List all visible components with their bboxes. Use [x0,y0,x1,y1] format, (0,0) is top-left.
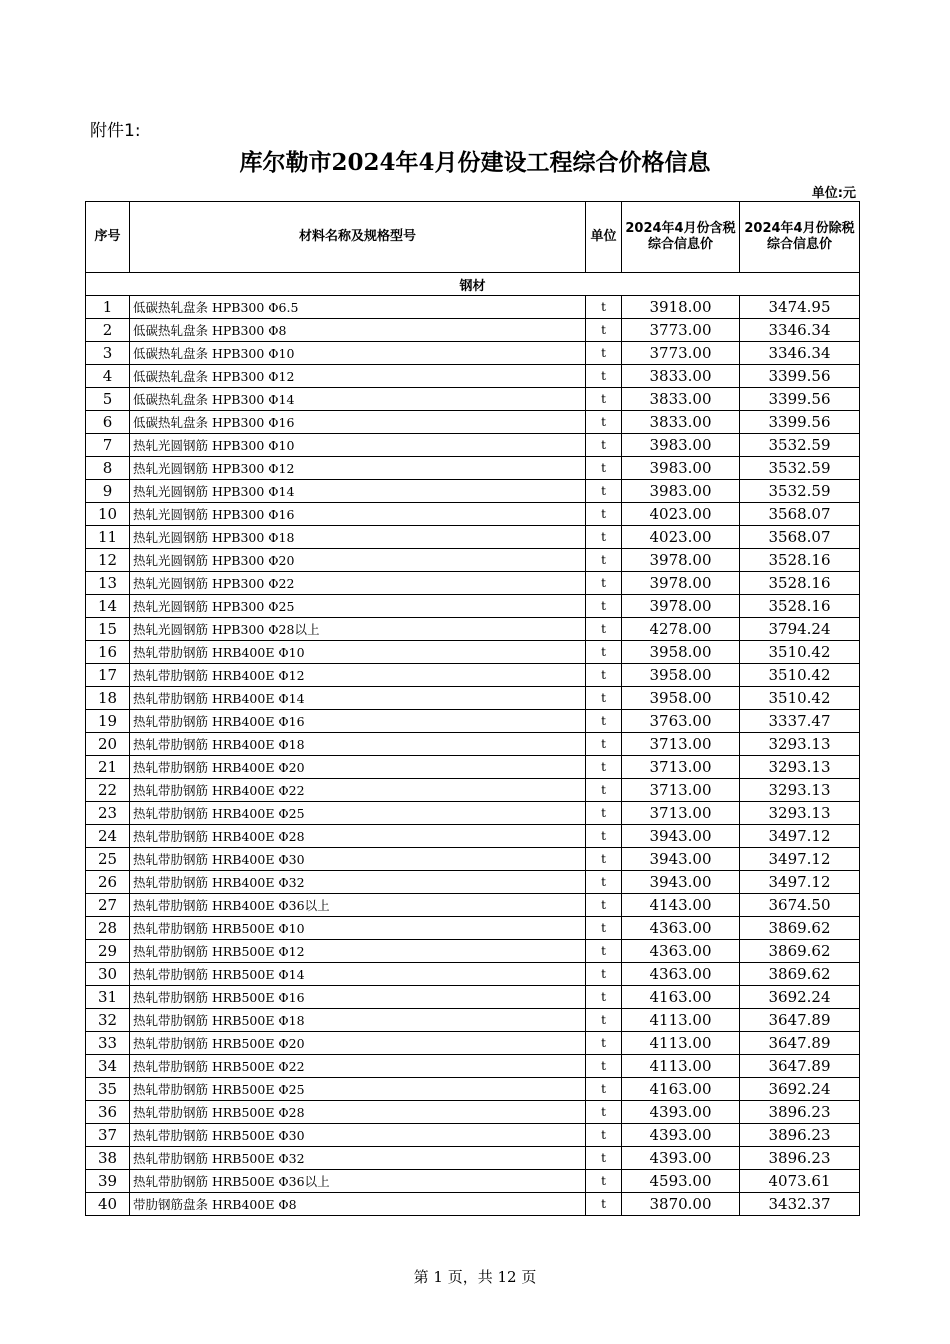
cell-index: 35 [86,1078,130,1101]
cell-unit: t [586,779,622,802]
cell-price-tax-incl: 4363.00 [622,963,740,986]
cell-unit: t [586,411,622,434]
cell-index: 37 [86,1124,130,1147]
section-row [86,273,860,296]
cell-index: 18 [86,687,130,710]
cell-material-name: 热轧光圆钢筋 HPB300 Φ16 [130,503,586,526]
cell-index: 4 [86,365,130,388]
cell-index: 38 [86,1147,130,1170]
cell-index: 39 [86,1170,130,1193]
cell-material-name: 热轧光圆钢筋 HPB300 Φ10 [130,434,586,457]
cell-price-tax-excl: 3532.59 [740,480,860,503]
cell-price-tax-incl: 3833.00 [622,388,740,411]
cell-index: 14 [86,595,130,618]
cell-index: 7 [86,434,130,457]
cell-unit: t [586,480,622,503]
cell-unit: t [586,1078,622,1101]
cell-index: 2 [86,319,130,342]
cell-material-name: 热轧带肋钢筋 HRB500E Φ25 [130,1078,586,1101]
header-index: 序号 [86,202,130,273]
cell-unit: t [586,917,622,940]
table-row [86,940,860,963]
cell-price-tax-excl: 3896.23 [740,1147,860,1170]
table-row [86,779,860,802]
cell-index: 10 [86,503,130,526]
cell-unit: t [586,618,622,641]
table-row [86,825,860,848]
cell-unit: t [586,733,622,756]
cell-unit: t [586,940,622,963]
cell-unit: t [586,710,622,733]
cell-price-tax-excl: 3568.07 [740,526,860,549]
cell-price-tax-incl: 3713.00 [622,779,740,802]
cell-unit: t [586,1009,622,1032]
cell-material-name: 热轧带肋钢筋 HRB500E Φ16 [130,986,586,1009]
cell-price-tax-incl: 3773.00 [622,342,740,365]
cell-index: 8 [86,457,130,480]
cell-price-tax-excl: 3692.24 [740,986,860,1009]
cell-unit: t [586,342,622,365]
table-row [86,1101,860,1124]
cell-material-name: 低碳热轧盘条 HPB300 Φ14 [130,388,586,411]
section-title: 钢材 [86,273,860,296]
cell-price-tax-incl: 3978.00 [622,549,740,572]
page-footer: 第 1 页，共 12 页 [413,1268,537,1286]
cell-index: 29 [86,940,130,963]
cell-price-tax-incl: 3978.00 [622,572,740,595]
cell-unit: t [586,526,622,549]
cell-price-tax-excl: 3432.37 [740,1193,860,1216]
cell-unit: t [586,1124,622,1147]
cell-price-tax-excl: 3869.62 [740,963,860,986]
cell-material-name: 热轧带肋钢筋 HRB400E Φ14 [130,687,586,710]
table-row [86,1193,860,1216]
cell-unit: t [586,871,622,894]
cell-index: 15 [86,618,130,641]
cell-price-tax-incl: 4278.00 [622,618,740,641]
table-row [86,411,860,434]
cell-index: 36 [86,1101,130,1124]
table-row [86,756,860,779]
cell-material-name: 热轧带肋钢筋 HRB400E Φ28 [130,825,586,848]
cell-unit: t [586,365,622,388]
cell-unit: t [586,1101,622,1124]
table-row [86,365,860,388]
cell-material-name: 低碳热轧盘条 HPB300 Φ12 [130,365,586,388]
cell-price-tax-incl: 3983.00 [622,480,740,503]
cell-price-tax-excl: 3497.12 [740,848,860,871]
cell-index: 40 [86,1193,130,1216]
cell-price-tax-incl: 4363.00 [622,917,740,940]
table-row [86,388,860,411]
cell-price-tax-incl: 3918.00 [622,296,740,319]
cell-price-tax-incl: 4393.00 [622,1147,740,1170]
cell-material-name: 热轧光圆钢筋 HPB300 Φ20 [130,549,586,572]
cell-material-name: 热轧光圆钢筋 HPB300 Φ14 [130,480,586,503]
cell-price-tax-excl: 3497.12 [740,825,860,848]
table-row [86,917,860,940]
table-row [86,641,860,664]
cell-price-tax-excl: 3869.62 [740,917,860,940]
cell-material-name: 热轧带肋钢筋 HRB400E Φ22 [130,779,586,802]
cell-price-tax-excl: 3869.62 [740,940,860,963]
cell-price-tax-excl: 3896.23 [740,1101,860,1124]
cell-material-name: 热轧光圆钢筋 HPB300 Φ18 [130,526,586,549]
page-title: 库尔勒市2024年4月份建设工程综合价格信息 [239,149,711,176]
table-row [86,802,860,825]
cell-price-tax-incl: 3833.00 [622,365,740,388]
cell-unit: t [586,457,622,480]
table-row [86,526,860,549]
cell-price-tax-incl: 3833.00 [622,411,740,434]
cell-material-name: 热轧带肋钢筋 HRB400E Φ10 [130,641,586,664]
cell-index: 3 [86,342,130,365]
cell-material-name: 热轧光圆钢筋 HPB300 Φ22 [130,572,586,595]
header-unit: 单位 [586,202,622,273]
table-row [86,1055,860,1078]
table-row [86,1078,860,1101]
table-row [86,595,860,618]
cell-index: 13 [86,572,130,595]
cell-price-tax-excl: 3674.50 [740,894,860,917]
cell-price-tax-excl: 3337.47 [740,710,860,733]
table-row [86,618,860,641]
cell-price-tax-incl: 3763.00 [622,710,740,733]
cell-material-name: 热轧带肋钢筋 HRB500E Φ20 [130,1032,586,1055]
cell-price-tax-incl: 3958.00 [622,687,740,710]
cell-unit: t [586,963,622,986]
cell-price-tax-incl: 3943.00 [622,848,740,871]
cell-material-name: 热轧带肋钢筋 HRB400E Φ16 [130,710,586,733]
cell-price-tax-incl: 3943.00 [622,871,740,894]
cell-price-tax-excl: 3293.13 [740,802,860,825]
cell-price-tax-excl: 3647.89 [740,1009,860,1032]
cell-material-name: 热轧带肋钢筋 HRB500E Φ18 [130,1009,586,1032]
cell-material-name: 热轧带肋钢筋 HRB500E Φ28 [130,1101,586,1124]
cell-price-tax-excl: 3346.34 [740,342,860,365]
cell-index: 31 [86,986,130,1009]
cell-unit: t [586,572,622,595]
table-row [86,319,860,342]
cell-index: 20 [86,733,130,756]
cell-index: 9 [86,480,130,503]
cell-material-name: 热轧光圆钢筋 HPB300 Φ12 [130,457,586,480]
unit-note: 单位:元 [811,186,856,201]
cell-material-name: 低碳热轧盘条 HPB300 Φ8 [130,319,586,342]
table-row [86,1124,860,1147]
cell-unit: t [586,1170,622,1193]
table-row [86,572,860,595]
cell-material-name: 热轧带肋钢筋 HRB400E Φ12 [130,664,586,687]
table-row [86,1032,860,1055]
cell-index: 25 [86,848,130,871]
cell-unit: t [586,664,622,687]
table-header-row [86,202,860,273]
cell-index: 6 [86,411,130,434]
cell-price-tax-excl: 3346.34 [740,319,860,342]
cell-index: 22 [86,779,130,802]
cell-price-tax-excl: 4073.61 [740,1170,860,1193]
cell-unit: t [586,848,622,871]
table-row [86,549,860,572]
cell-index: 34 [86,1055,130,1078]
cell-material-name: 热轧带肋钢筋 HRB400E Φ30 [130,848,586,871]
header-price-tax-excl: 2024年4月份除税 综合信息价 [740,202,860,273]
cell-material-name: 热轧光圆钢筋 HPB300 Φ28以上 [130,618,586,641]
cell-index: 16 [86,641,130,664]
cell-price-tax-excl: 3293.13 [740,733,860,756]
cell-price-tax-excl: 3532.59 [740,434,860,457]
cell-unit: t [586,549,622,572]
cell-price-tax-incl: 4163.00 [622,986,740,1009]
cell-price-tax-excl: 3510.42 [740,687,860,710]
cell-price-tax-incl: 4023.00 [622,526,740,549]
table-row [86,480,860,503]
table-row [86,664,860,687]
cell-material-name: 热轧带肋钢筋 HRB400E Φ18 [130,733,586,756]
cell-unit: t [586,1032,622,1055]
cell-price-tax-incl: 3983.00 [622,457,740,480]
cell-price-tax-incl: 4113.00 [622,1055,740,1078]
cell-price-tax-incl: 4163.00 [622,1078,740,1101]
cell-price-tax-incl: 4393.00 [622,1101,740,1124]
cell-price-tax-excl: 3647.89 [740,1055,860,1078]
cell-unit: t [586,986,622,1009]
cell-price-tax-incl: 3978.00 [622,595,740,618]
cell-index: 26 [86,871,130,894]
table-row [86,733,860,756]
cell-unit: t [586,641,622,664]
cell-price-tax-incl: 4113.00 [622,1009,740,1032]
cell-price-tax-incl: 3983.00 [622,434,740,457]
table-row [86,434,860,457]
cell-price-tax-incl: 3713.00 [622,733,740,756]
cell-price-tax-excl: 3399.56 [740,411,860,434]
cell-unit: t [586,802,622,825]
cell-price-tax-incl: 4393.00 [622,1124,740,1147]
cell-material-name: 带肋钢筋盘条 HRB400E Φ8 [130,1193,586,1216]
cell-price-tax-excl: 3510.42 [740,664,860,687]
cell-index: 32 [86,1009,130,1032]
cell-price-tax-excl: 3794.24 [740,618,860,641]
cell-price-tax-excl: 3647.89 [740,1032,860,1055]
cell-price-tax-incl: 3943.00 [622,825,740,848]
table-row [86,986,860,1009]
cell-material-name: 热轧带肋钢筋 HRB400E Φ36以上 [130,894,586,917]
cell-index: 30 [86,963,130,986]
table-row [86,1009,860,1032]
cell-material-name: 热轧带肋钢筋 HRB500E Φ32 [130,1147,586,1170]
cell-material-name: 热轧带肋钢筋 HRB500E Φ12 [130,940,586,963]
cell-price-tax-excl: 3532.59 [740,457,860,480]
cell-index: 28 [86,917,130,940]
table-row [86,894,860,917]
table-row [86,1147,860,1170]
cell-material-name: 热轧带肋钢筋 HRB500E Φ14 [130,963,586,986]
cell-index: 1 [86,296,130,319]
cell-unit: t [586,434,622,457]
attachment-label: 附件1: [90,121,141,141]
cell-price-tax-excl: 3293.13 [740,779,860,802]
cell-price-tax-excl: 3528.16 [740,572,860,595]
cell-price-tax-incl: 4143.00 [622,894,740,917]
cell-material-name: 热轧带肋钢筋 HRB400E Φ25 [130,802,586,825]
cell-material-name: 热轧带肋钢筋 HRB500E Φ22 [130,1055,586,1078]
cell-material-name: 低碳热轧盘条 HPB300 Φ6.5 [130,296,586,319]
cell-unit: t [586,756,622,779]
cell-price-tax-incl: 3958.00 [622,641,740,664]
cell-price-tax-incl: 3958.00 [622,664,740,687]
cell-unit: t [586,894,622,917]
cell-unit: t [586,296,622,319]
cell-unit: t [586,1193,622,1216]
cell-index: 23 [86,802,130,825]
table-row [86,1170,860,1193]
cell-price-tax-incl: 3713.00 [622,802,740,825]
cell-price-tax-excl: 3474.95 [740,296,860,319]
cell-unit: t [586,595,622,618]
cell-material-name: 热轧带肋钢筋 HRB500E Φ30 [130,1124,586,1147]
cell-material-name: 低碳热轧盘条 HPB300 Φ16 [130,411,586,434]
header-price-tax-incl: 2024年4月份含税 综合信息价 [622,202,740,273]
cell-unit: t [586,687,622,710]
table-row [86,963,860,986]
cell-index: 19 [86,710,130,733]
table-row [86,503,860,526]
table-row [86,342,860,365]
cell-price-tax-incl: 4593.00 [622,1170,740,1193]
cell-unit: t [586,503,622,526]
price-table [85,201,860,1216]
cell-index: 5 [86,388,130,411]
cell-unit: t [586,1147,622,1170]
table-row [86,687,860,710]
cell-unit: t [586,825,622,848]
cell-unit: t [586,1055,622,1078]
cell-index: 17 [86,664,130,687]
cell-index: 33 [86,1032,130,1055]
cell-price-tax-incl: 4363.00 [622,940,740,963]
cell-index: 12 [86,549,130,572]
cell-material-name: 热轧带肋钢筋 HRB500E Φ10 [130,917,586,940]
table-row [86,710,860,733]
cell-price-tax-incl: 4113.00 [622,1032,740,1055]
cell-unit: t [586,388,622,411]
cell-price-tax-incl: 3773.00 [622,319,740,342]
cell-unit: t [586,319,622,342]
cell-price-tax-excl: 3692.24 [740,1078,860,1101]
cell-material-name: 热轧带肋钢筋 HRB400E Φ32 [130,871,586,894]
table-row [86,457,860,480]
cell-price-tax-excl: 3528.16 [740,549,860,572]
cell-material-name: 低碳热轧盘条 HPB300 Φ10 [130,342,586,365]
table-row [86,296,860,319]
cell-price-tax-incl: 3870.00 [622,1193,740,1216]
cell-price-tax-excl: 3510.42 [740,641,860,664]
cell-material-name: 热轧光圆钢筋 HPB300 Φ25 [130,595,586,618]
cell-material-name: 热轧带肋钢筋 HRB500E Φ36以上 [130,1170,586,1193]
cell-price-tax-incl: 3713.00 [622,756,740,779]
cell-index: 27 [86,894,130,917]
cell-material-name: 热轧带肋钢筋 HRB400E Φ20 [130,756,586,779]
cell-price-tax-excl: 3528.16 [740,595,860,618]
table-row [86,848,860,871]
cell-price-tax-excl: 3896.23 [740,1124,860,1147]
cell-price-tax-excl: 3293.13 [740,756,860,779]
cell-index: 24 [86,825,130,848]
cell-index: 21 [86,756,130,779]
cell-price-tax-excl: 3399.56 [740,388,860,411]
cell-price-tax-excl: 3568.07 [740,503,860,526]
cell-price-tax-excl: 3497.12 [740,871,860,894]
cell-index: 11 [86,526,130,549]
cell-price-tax-excl: 3399.56 [740,365,860,388]
table-row [86,871,860,894]
cell-price-tax-incl: 4023.00 [622,503,740,526]
header-name: 材料名称及规格型号 [130,202,586,273]
